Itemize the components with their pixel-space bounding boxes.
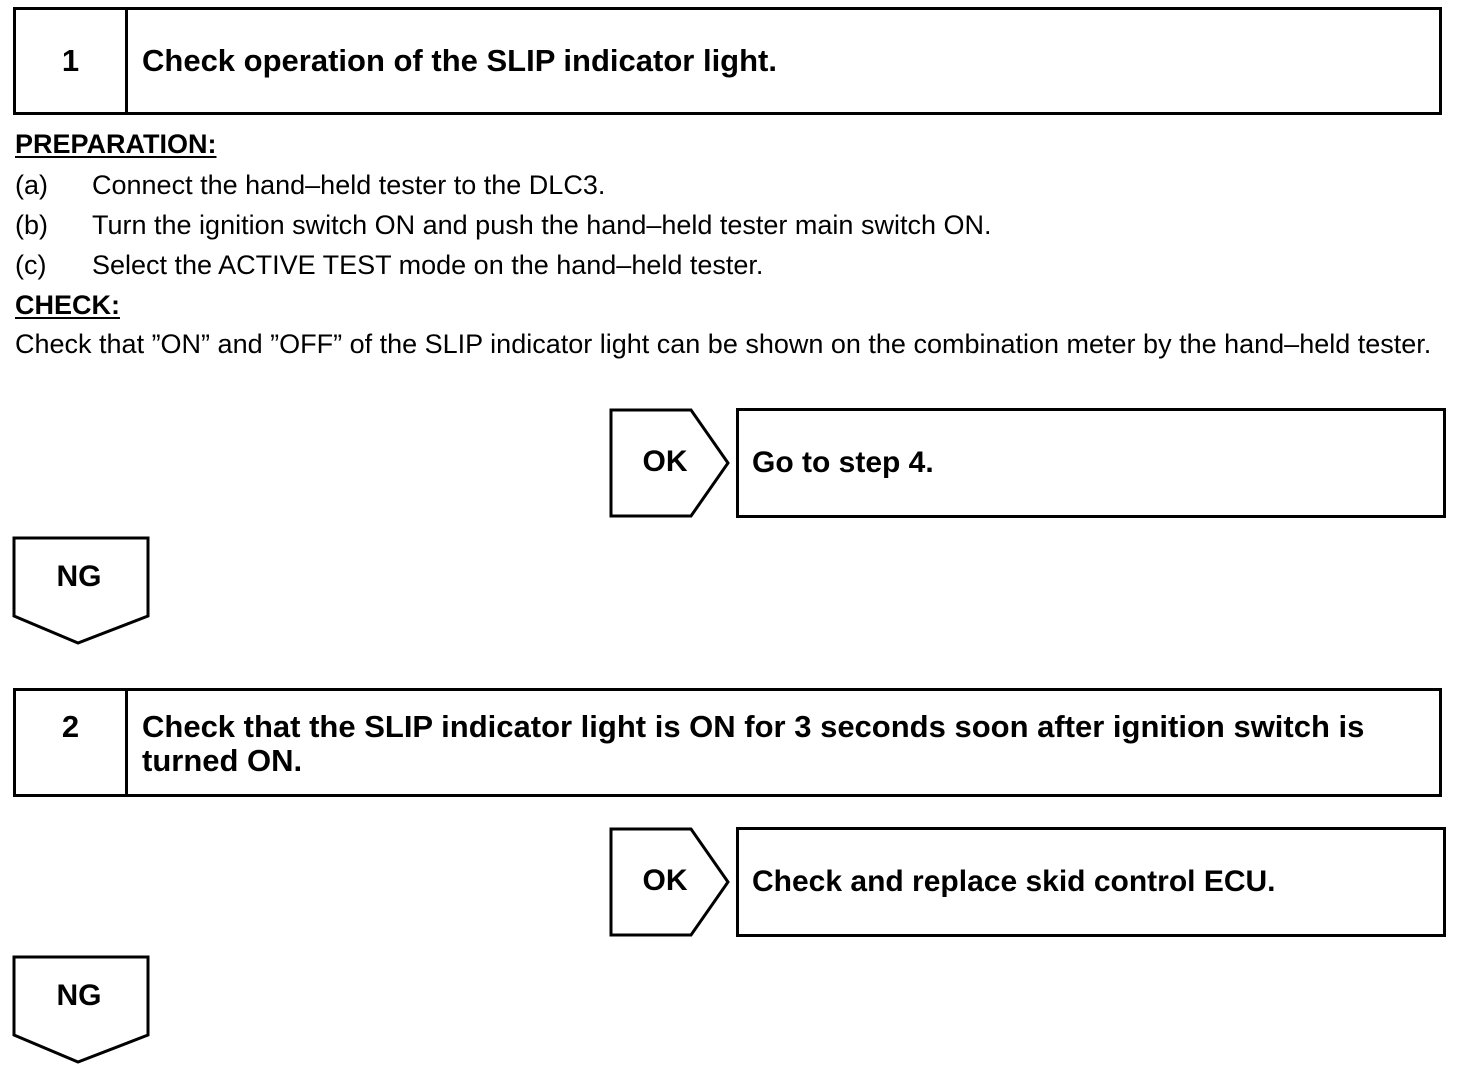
step-2-title: Check that the SLIP indicator light is ON for 3 seconds soon after ignition switch is turned ON. — [142, 709, 1365, 778]
step-1-title: Check operation of the SLIP indicator light. — [142, 43, 777, 78]
preparation-item-a-marker: (a) — [15, 170, 48, 200]
step-2-number-text: 2 — [61, 709, 80, 744]
check-label: CHECK: — [15, 290, 120, 320]
preparation-item-b-text: Turn the ignition switch ON and push the hand–held tester main switch ON. — [92, 210, 992, 240]
check-text: Check that ”ON” and ”OFF” of the SLIP indicator light can be shown on the combination meter by the hand–held tester. — [15, 329, 1432, 359]
step-1-header — [13, 7, 1442, 115]
ok-result-box-1 — [736, 408, 1446, 518]
ok-result-text-1: Go to step 4. — [752, 446, 934, 479]
step-1-number — [16, 10, 128, 112]
ng-label-1: NG — [56, 560, 102, 593]
ok-result-box-2 — [736, 827, 1446, 937]
preparation-item-a — [15, 169, 605, 201]
step-1-number-text: 1 — [61, 43, 80, 78]
step-2-header — [13, 688, 1442, 797]
step-2-number — [16, 691, 128, 794]
ng-label-2: NG — [56, 979, 102, 1012]
preparation-item-c — [15, 249, 763, 281]
preparation-item-c-marker: (c) — [15, 250, 47, 280]
preparation-item-b-marker: (b) — [15, 210, 48, 240]
preparation-item-c-text: Select the ACTIVE TEST mode on the hand–held tester. — [92, 250, 764, 280]
ok-result-text-2: Check and replace skid control ECU. — [752, 865, 1276, 898]
ok-label-2: OK — [642, 864, 688, 897]
preparation-label: PREPARATION: — [15, 129, 217, 159]
preparation-item-a-text: Connect the hand–held tester to the DLC3. — [92, 170, 606, 200]
preparation-item-b — [15, 209, 991, 241]
ok-label-1: OK — [642, 445, 688, 478]
